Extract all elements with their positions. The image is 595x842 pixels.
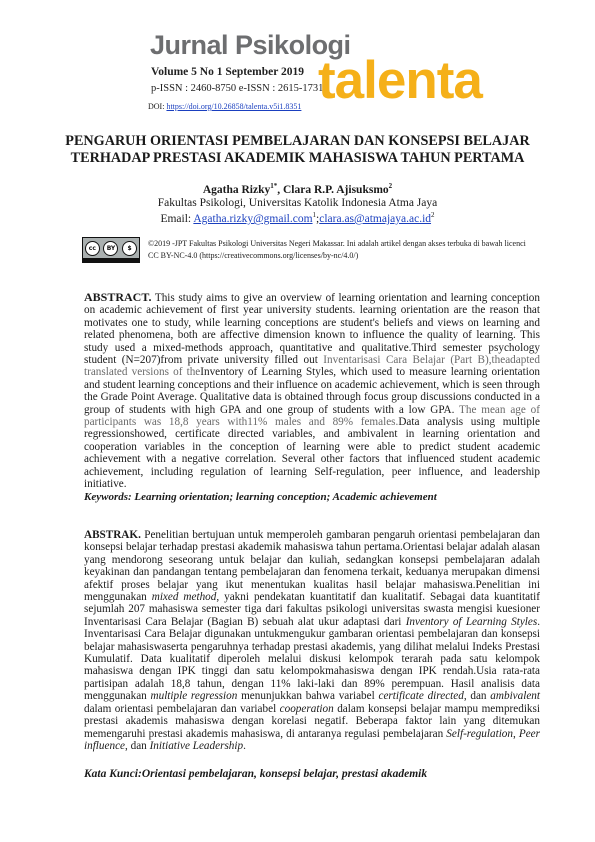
cc-license-badge[interactable] — [82, 237, 140, 259]
abstract-en — [84, 291, 540, 491]
journal-volume: Volume 5 No 1 September 2019 — [151, 66, 305, 78]
abstrak-p4: menunjukkan bahwa variabel — [237, 690, 379, 703]
doi-label: DOI: — [148, 102, 165, 111]
abstrak-i4: certificate directed — [378, 690, 464, 703]
abstrak-p5: , dan — [463, 690, 491, 703]
abstract-grey-1: Inventarisasi Cara Belajar (Part B),theadapted translated versions of the — [84, 354, 540, 379]
nc-icon: $ — [122, 241, 137, 256]
abstrak-p7: dalam konsepsi belajar mampu memprediksi prestasi akademis mahasiswa dengan korelasi negatif. Beberapa faktor lain yang ditemukan memengaruhi prestasi akademis mahasiswa, di antaranya regulasi pembelajaran — [84, 702, 540, 740]
abstrak-p3: . Inventarisasi Cara Belajar digunakan untukmengukur gambaran orientasi pembelajaran dan konsepsi belajar mahasiswaserta pengaruhnya terhadap prestasi akademis, yang dilihat melalui Indeks Prestasi Kumulatif. Data kualitatif diperoleh melalui diskusi kelompok terarah pada satu kelompok mahasiswa dengan IPK tinggi dan satu kelompokmahasiswa dengan IPK rendah.Usia rata-rata partisipan adalah 18,8 tahun, dengan 11% laki-laki dan 89% perempuan. Hasil analisis data menggunakan — [84, 615, 541, 703]
abstrak-p10: . — [243, 739, 246, 752]
abstract-grey-2: The mean age of participants was 18,8 years with11% males and 89% females. — [84, 403, 541, 429]
email-label: Email: — [160, 212, 194, 225]
abstract-part-2: Inventory of Learning Styles, which used to measure learning orientation and student learning conceptions and their influence on academic achievement, which is seen through the Grade Point Average. Qualitative data is obtained through focus group discussions conducted in a group of students with high GPA and one group of students with a low GPA. — [84, 366, 541, 416]
license-text: ©2019 -JPT Fakultas Psikologi Universitas Negeri Makassar. Ini adalah artikel dengan akses terbuka di bawah licenci CC BY-NC-4.0 (https://creativecommons.org/licenses/by-nc/4.0/) — [148, 239, 526, 260]
abstrak-p8: , — [513, 727, 519, 740]
article-title: PENGARUH ORIENTASI PEMBELAJARAN DAN KONSEPSI BELAJAR TERHADAP PRESTASI AKADEMIK MAHASISWA TAHUN PERTAMA — [65, 133, 530, 166]
abstrak-i6: cooperation — [279, 702, 334, 715]
journal-name: Jurnal Psikologi — [150, 30, 351, 60]
email-2-sup: 2 — [431, 211, 435, 219]
email-1-sup: 1 — [312, 211, 317, 219]
article-authors — [60, 182, 535, 196]
abstrak-p2: , yakni pendekatan kuantitatif dan kualitatif. Sebagai data kuantitatif sejumlah 207 mahasiswa semester tiga dari fakultas psikologi universitas swasta mengisi kuesioner Inventarisasi Cara Belajar (Bagian B) sebuah alat ukur adaptasi dari — [84, 591, 541, 628]
abstrak-i9: Initiative Leadership — [149, 739, 244, 752]
author-2: , Clara R.P. Ajisuksmo — [277, 183, 389, 196]
cc-icon: cc — [85, 241, 100, 256]
abstrak-i3: multiple regression — [150, 690, 238, 703]
abstrak-i1: mixed method — [151, 591, 217, 604]
author-1: Agatha Rizky — [202, 183, 271, 196]
abstract-id — [84, 529, 540, 752]
doi-line — [148, 102, 301, 111]
abstrak-i5: ambivalent — [490, 690, 541, 703]
journal-header — [150, 30, 570, 110]
abstract-part-3: Data analysis using multiple regressionshowed, certificate directed variables, and ambivalent in learning orientation and cooperation variables in the conception of learning were able to predict student academic achievement with a negative correlation. Several other factors that influenced student academic achievement, including regulation of learning Self-regulation, peer influence, and leadership initiative. — [84, 416, 540, 491]
journal-brand-logo: talenta — [318, 51, 482, 110]
author-2-sup: 2 — [388, 182, 393, 190]
email-2-link[interactable]: clara.as@atmajaya.ac.id — [319, 212, 432, 225]
abstract-label: ABSTRACT. — [84, 290, 152, 304]
abstrak-p1: Penelitian bertujuan untuk memperoleh gambaran pengaruh orientasi pembelajaran dan konsepsi belajar terhadap prestasi akademik mahasiswa tahun pertama.Orientasi belajar adalah alasan yang mendorong seseorang untuk belajar dan kuliah, sedangkan konsepsi pembelajaran adalah keyakinan dan pandangan tentang pembelajaran dan fenomena terkait, keduanya merupakan dimensi afektif proses belajar yang ikut menentukan kualitas hasil belajar mahasiswa.Penelitian ini menggunakan — [84, 529, 540, 604]
by-icon: BY — [103, 241, 118, 256]
email-line — [60, 211, 535, 225]
abstrak-i7: Self-regulation — [446, 727, 513, 740]
abstrak-p9: , dan — [125, 739, 150, 752]
email-separator: ; — [316, 212, 320, 225]
keywords-en: Keywords: Learning orientation; learning conception; Academic achievement — [84, 491, 437, 503]
doi-link[interactable]: https://doi.org/10.26858/talenta.v5i1.8351 — [166, 102, 302, 111]
journal-issn: p-ISSN : 2460-8750 e-ISSN : 2615-1731 — [151, 83, 324, 94]
abstrak-label: ABSTRAK. — [84, 529, 141, 541]
abstract-part-1: This study aims to give an overview of learning orientation and learning conception on academic achievement of first year university students. learning orientation are the reason that motivates one to study, while learning conceptions are student's beliefs and views on learning and related phenomena, both are affective dimension known to influence the quality of learning. This study used a mixed-methods approach, quantitative and qualitative.Third semester psychology student (N=207)from private university filled out — [84, 292, 540, 367]
abstrak-p6: dalam orientasi pembelajaran dan variabel — [84, 702, 280, 715]
author-1-sup: 1* — [270, 182, 278, 190]
keywords-id: Kata Kunci:Orientasi pembelajaran, konsepsi belajar, prestasi akademik — [84, 768, 428, 780]
email-1-link[interactable]: Agatha.rizky@gmail.com — [193, 212, 313, 225]
abstrak-i8: Peer influence — [84, 727, 540, 752]
affiliation: Fakultas Psikologi, Universitas Katolik Indonesia Atma Jaya — [157, 197, 438, 209]
cc-badge-bar — [82, 259, 140, 263]
abstrak-i2: Inventory of Learning Styles — [405, 615, 538, 628]
